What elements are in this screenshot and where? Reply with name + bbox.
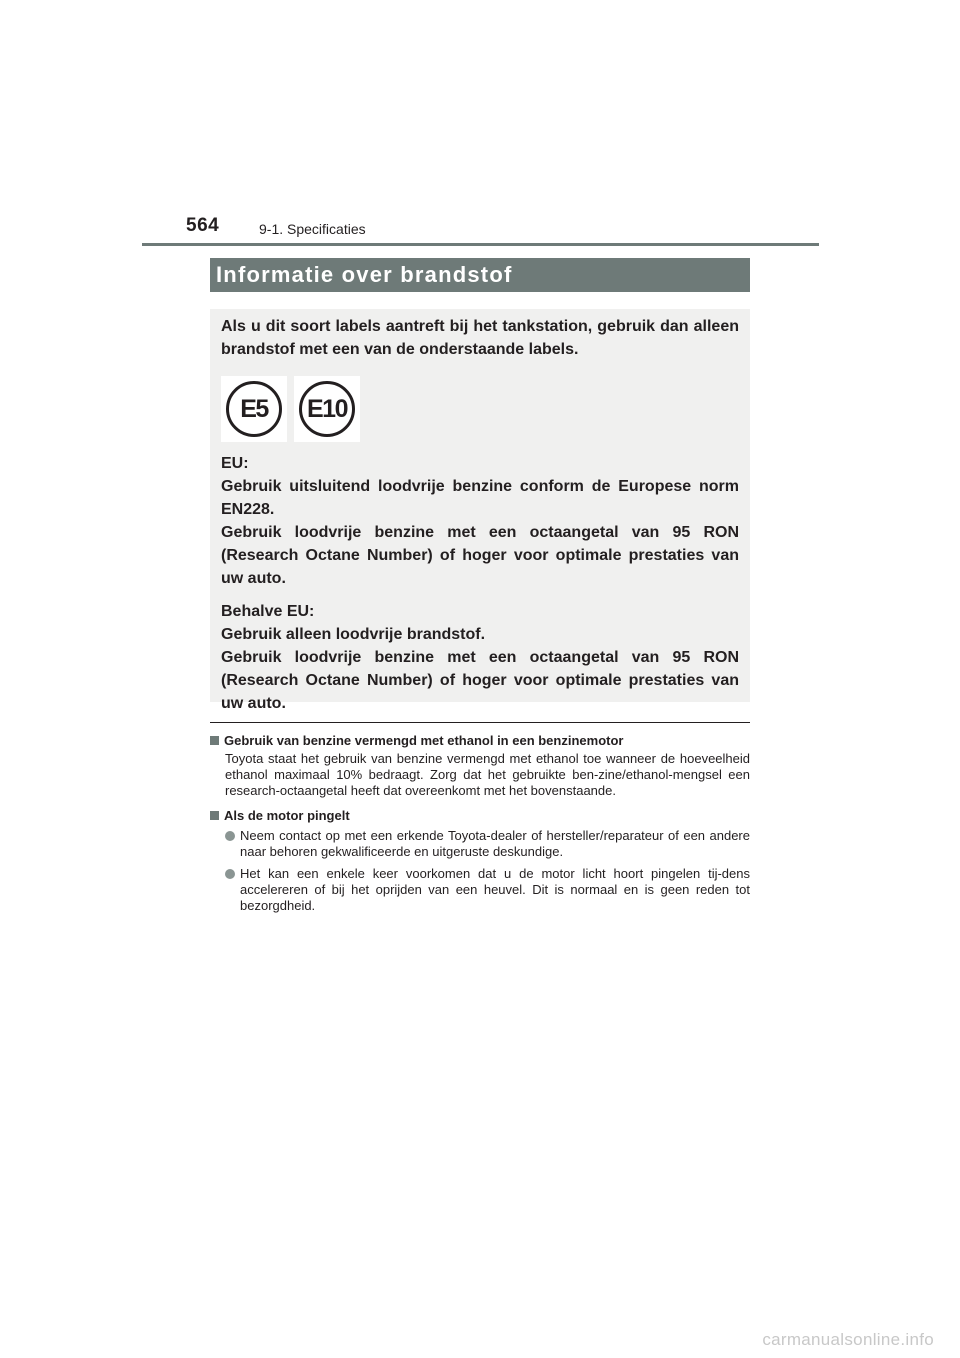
- list-item-text: Het kan een enkele keer voorkomen dat u de motor licht hoort pingelen tij-dens accelereren of bij het oprijden van een heuvel. Dit is normaal en is geen reden tot bezorgdheid.: [240, 866, 750, 913]
- eu-heading: EU:: [221, 455, 249, 472]
- list-item-text: Neem contact op met een erkende Toyota-dealer of hersteller/reparateur of een andere naar behoren gekwalificeerde en uitgeruste deskundige.: [240, 828, 750, 859]
- circle-bullet-icon: [225, 831, 235, 841]
- fuel-label-text: E10: [307, 394, 347, 423]
- square-bullet-icon: [210, 811, 219, 820]
- header-rule: [142, 243, 819, 246]
- non-eu-block: [221, 600, 739, 715]
- page-title: Informatie over brandstof: [216, 262, 513, 287]
- non-eu-heading: Behalve EU:: [221, 603, 315, 620]
- fuel-label-e10: [294, 376, 360, 442]
- square-bullet-icon: [210, 736, 219, 745]
- note-heading-ethanol: [210, 732, 750, 749]
- circle-bullet-icon: [225, 869, 235, 879]
- page-number: 564: [186, 215, 220, 236]
- fuel-label-text: E5: [240, 394, 268, 423]
- notes-section: [210, 732, 750, 914]
- title-bar: [210, 258, 750, 292]
- note-body-ethanol: Toyota staat het gebruik van benzine vermengd met ethanol toe wanneer de hoeveelheid ethanol maximaal 10% bedraagt. Zorg dat het gebruikte ben-zine/ethanol-mengsel een research-octaangetal heeft dat overeenkomt met het bovenstaande.: [225, 751, 750, 798]
- note-heading-text: Gebruik van benzine vermengd met ethanol in een benzinemotor: [224, 733, 624, 748]
- fuel-labels-row: [221, 376, 739, 442]
- list-item: [225, 866, 750, 914]
- eu-block: [221, 452, 739, 590]
- footer-watermark: carmanualsonline.info: [762, 1330, 934, 1349]
- non-eu-line-1: Gebruik alleen loodvrije brandstof.: [221, 626, 486, 643]
- info-intro: Als u dit soort labels aantreft bij het tankstation, gebruik dan alleen brandstof met een van de onderstaande labels.: [221, 318, 739, 358]
- fuel-label-e5: [221, 376, 287, 442]
- section-label: 9-1. Specificaties: [259, 221, 366, 237]
- note-heading-text: Als de motor pingelt: [224, 808, 350, 823]
- fuel-label-ring: [226, 381, 282, 437]
- info-box: [210, 309, 750, 712]
- content-rule: [210, 722, 750, 723]
- eu-line-2: Gebruik loodvrije benzine met een octaangetal van 95 RON (Research Octane Number) of hoger voor optimale prestaties van uw auto.: [221, 524, 739, 587]
- eu-line-1: Gebruik uitsluitend loodvrije benzine conform de Europese norm EN228.: [221, 478, 739, 518]
- non-eu-line-2: Gebruik loodvrije benzine met een octaangetal van 95 RON (Research Octane Number) of hoger voor optimale prestaties van uw auto.: [221, 649, 739, 712]
- fuel-label-ring: [299, 381, 355, 437]
- note-heading-knock: [210, 807, 750, 824]
- list-item: [225, 828, 750, 860]
